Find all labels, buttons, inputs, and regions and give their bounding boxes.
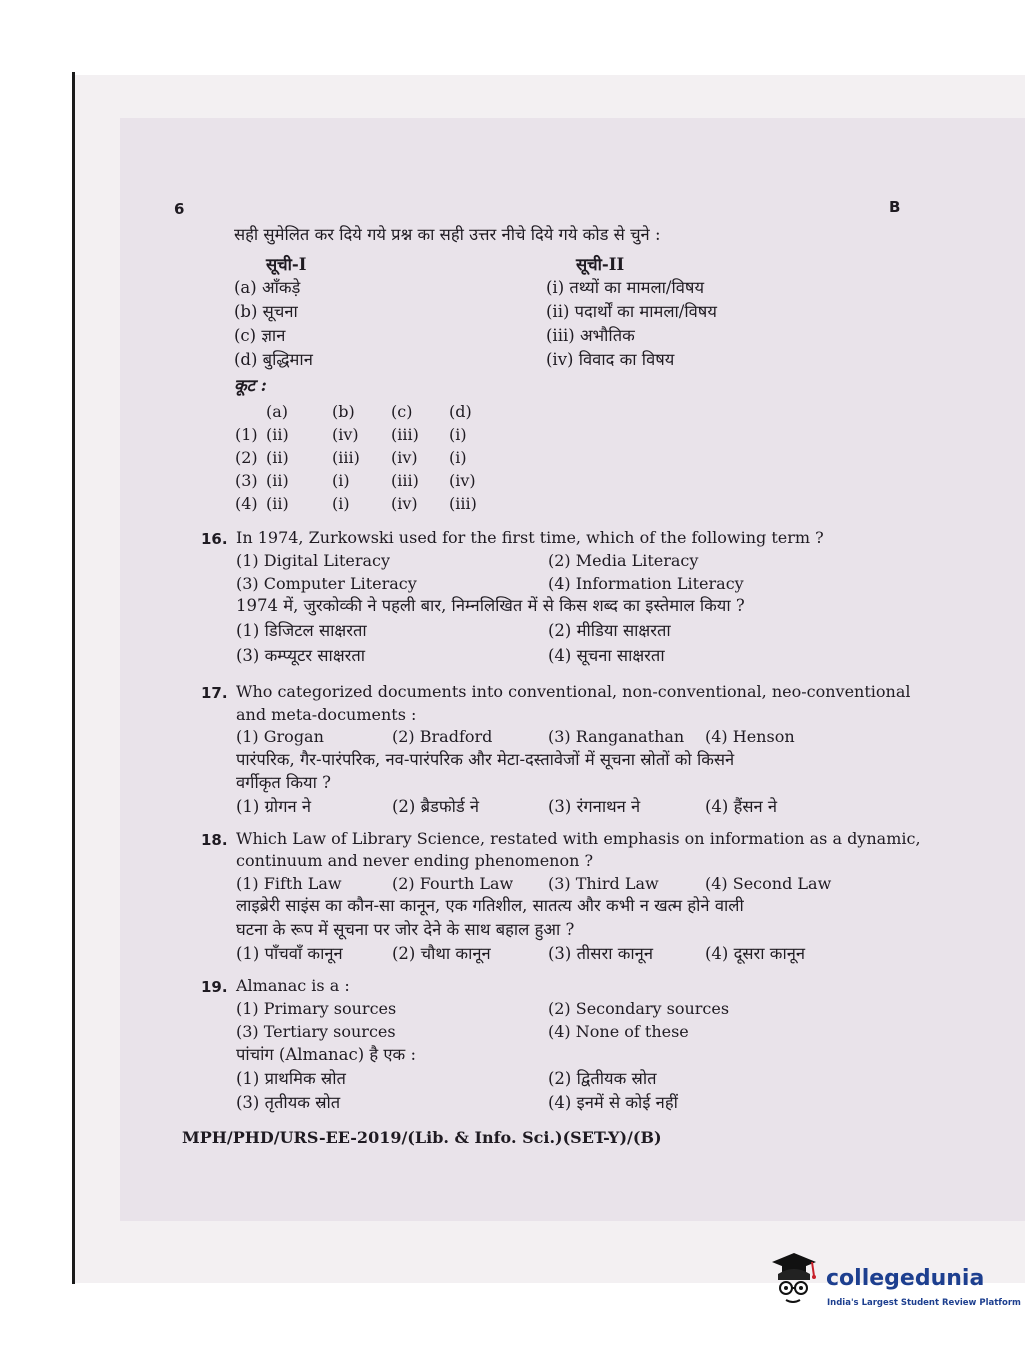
brand-name: collegedunia (826, 1266, 985, 1291)
code-value: (iii) (332, 448, 360, 467)
answer-option-hindi[interactable]: (1) ग्रोगन ने (236, 797, 312, 816)
list2-item: (iv) विवाद का विषय (546, 350, 675, 369)
answer-option[interactable]: (3) Computer Literacy (236, 574, 417, 593)
paper-code-footer: MPH/PHD/URS-EE-2019/(Lib. & Info. Sci.)(SET-Y)/(B) (182, 1128, 662, 1147)
list1-item: (a) आँकड़े (234, 278, 301, 297)
code-option[interactable]: (3) (235, 471, 258, 490)
answer-option[interactable]: (1) Digital Literacy (236, 551, 391, 570)
code-value: (iv) (391, 448, 418, 467)
answer-option-hindi[interactable]: (4) दूसरा कानून (705, 944, 806, 963)
answer-option-hindi[interactable]: (3) तृतीयक स्रोत (236, 1093, 341, 1112)
question-text: Who categorized documents into conventional, non-conventional, neo-conventional (236, 682, 911, 701)
list2-item: (ii) पदार्थों का मामला/विषय (546, 302, 717, 321)
answer-option[interactable]: (4) Henson (705, 727, 795, 746)
code-value: (ii) (266, 494, 289, 513)
code-value: (iv) (391, 494, 418, 513)
answer-option-hindi[interactable]: (2) ब्रैडफोर्ड ने (392, 797, 480, 816)
answer-option[interactable]: (3) Ranganathan (548, 727, 685, 746)
answer-option[interactable]: (2) Media Literacy (548, 551, 699, 570)
answer-option[interactable]: (4) Information Literacy (548, 574, 744, 593)
code-option[interactable]: (2) (235, 448, 258, 467)
answer-option-hindi[interactable]: (1) पाँचवाँ कानून (236, 944, 343, 963)
code-value: (iv) (332, 425, 359, 444)
answer-option[interactable]: (1) Grogan (236, 727, 324, 746)
answer-option[interactable]: (4) None of these (548, 1022, 689, 1041)
code-label: कूट : (234, 376, 267, 395)
code-value: (ii) (266, 448, 289, 467)
code-value: (i) (449, 425, 467, 444)
answer-option-hindi[interactable]: (1) प्राथमिक स्रोत (236, 1069, 346, 1088)
code-option[interactable]: (1) (235, 425, 258, 444)
code-value: (iii) (391, 425, 419, 444)
answer-option-hindi[interactable]: (4) सूचना साक्षरता (548, 646, 665, 665)
code-header: (c) (391, 402, 413, 421)
code-value: (i) (332, 494, 350, 513)
answer-option[interactable]: (4) Second Law (705, 874, 832, 893)
question-text-hindi: पांचांग (Almanac) है एक : (236, 1045, 417, 1064)
set-mark: B (889, 198, 901, 216)
code-value: (iii) (391, 471, 419, 490)
page-number: 6 (174, 200, 185, 218)
question-text-hindi: पारंपरिक, गैर-पारंपरिक, नव-पारंपरिक और मेटा-दस्तावेजों में सूचना स्रोतों को किसने (236, 750, 735, 769)
question-text: and meta-documents : (236, 705, 417, 724)
list1-item: (c) ज्ञान (234, 326, 286, 345)
collegedunia-mascot-logo (768, 1250, 818, 1310)
answer-option[interactable]: (3) Tertiary sources (236, 1022, 396, 1041)
question-text-hindi: घटना के रूप में सूचना पर जोर देने के साथ बहाल हुआ ? (236, 920, 575, 939)
answer-option[interactable]: (2) Fourth Law (392, 874, 514, 893)
code-header: (d) (449, 402, 472, 421)
list1-title: सूची-I (266, 255, 307, 274)
answer-option-hindi[interactable]: (4) हैंसन ने (705, 797, 778, 816)
answer-option[interactable]: (3) Third Law (548, 874, 659, 893)
code-option[interactable]: (4) (235, 494, 258, 513)
list2-title: सूची-II (576, 255, 625, 274)
code-header: (a) (266, 402, 289, 421)
list2-item: (i) तथ्यों का मामला/विषय (546, 278, 705, 297)
answer-option[interactable]: (2) Bradford (392, 727, 493, 746)
q15-instruction: सही सुमेलित कर दिये गये प्रश्न का सही उत्तर नीचे दिये गये कोड से चुने : (234, 225, 661, 244)
answer-option-hindi[interactable]: (2) द्वितीयक स्रोत (548, 1069, 657, 1088)
question-number: 17. (201, 684, 228, 702)
answer-option-hindi[interactable]: (3) तीसरा कानून (548, 944, 653, 963)
answer-option-hindi[interactable]: (3) कम्प्यूटर साक्षरता (236, 646, 366, 665)
code-value: (i) (449, 448, 467, 467)
question-number: 18. (201, 831, 228, 849)
list1-item: (b) सूचना (234, 302, 298, 321)
list1-item: (d) बुद्धिमान (234, 350, 313, 369)
question-text: Almanac is a : (236, 976, 350, 995)
code-value: (i) (332, 471, 350, 490)
question-number: 19. (201, 978, 228, 996)
code-value: (iv) (449, 471, 476, 490)
question-text: In 1974, Zurkowski used for the first time, which of the following term ? (236, 528, 824, 547)
question-text-hindi: 1974 में, जुरकोव्की ने पहली बार, निम्नलिखित में से किस शब्द का इस्तेमाल किया ? (236, 596, 745, 615)
answer-option[interactable]: (1) Primary sources (236, 999, 397, 1018)
code-header: (b) (332, 402, 355, 421)
question-number: 16. (201, 530, 228, 548)
answer-option-hindi[interactable]: (1) डिजिटल साक्षरता (236, 621, 367, 640)
answer-option-hindi[interactable]: (3) रंगनाथन ने (548, 797, 641, 816)
code-value: (ii) (266, 471, 289, 490)
code-value: (iii) (449, 494, 477, 513)
question-text-hindi: वर्गीकृत किया ? (236, 773, 331, 792)
list2-item: (iii) अभौतिक (546, 326, 635, 345)
answer-option[interactable]: (2) Secondary sources (548, 999, 730, 1018)
answer-option-hindi[interactable]: (2) चौथा कानून (392, 944, 491, 963)
brand-tagline: India's Largest Student Review Platform (827, 1298, 1021, 1308)
answer-option-hindi[interactable]: (4) इनमें से कोई नहीं (548, 1093, 678, 1112)
question-text: Which Law of Library Science, restated with emphasis on information as a dynamic, (236, 829, 921, 848)
answer-option-hindi[interactable]: (2) मीडिया साक्षरता (548, 621, 671, 640)
question-text: continuum and never ending phenomenon ? (236, 851, 594, 870)
code-value: (ii) (266, 425, 289, 444)
question-text-hindi: लाइब्रेरी साइंस का कौन-सा कानून, एक गतिशील, सातत्य और कभी न खत्म होने वाली (236, 896, 744, 915)
answer-option[interactable]: (1) Fifth Law (236, 874, 342, 893)
